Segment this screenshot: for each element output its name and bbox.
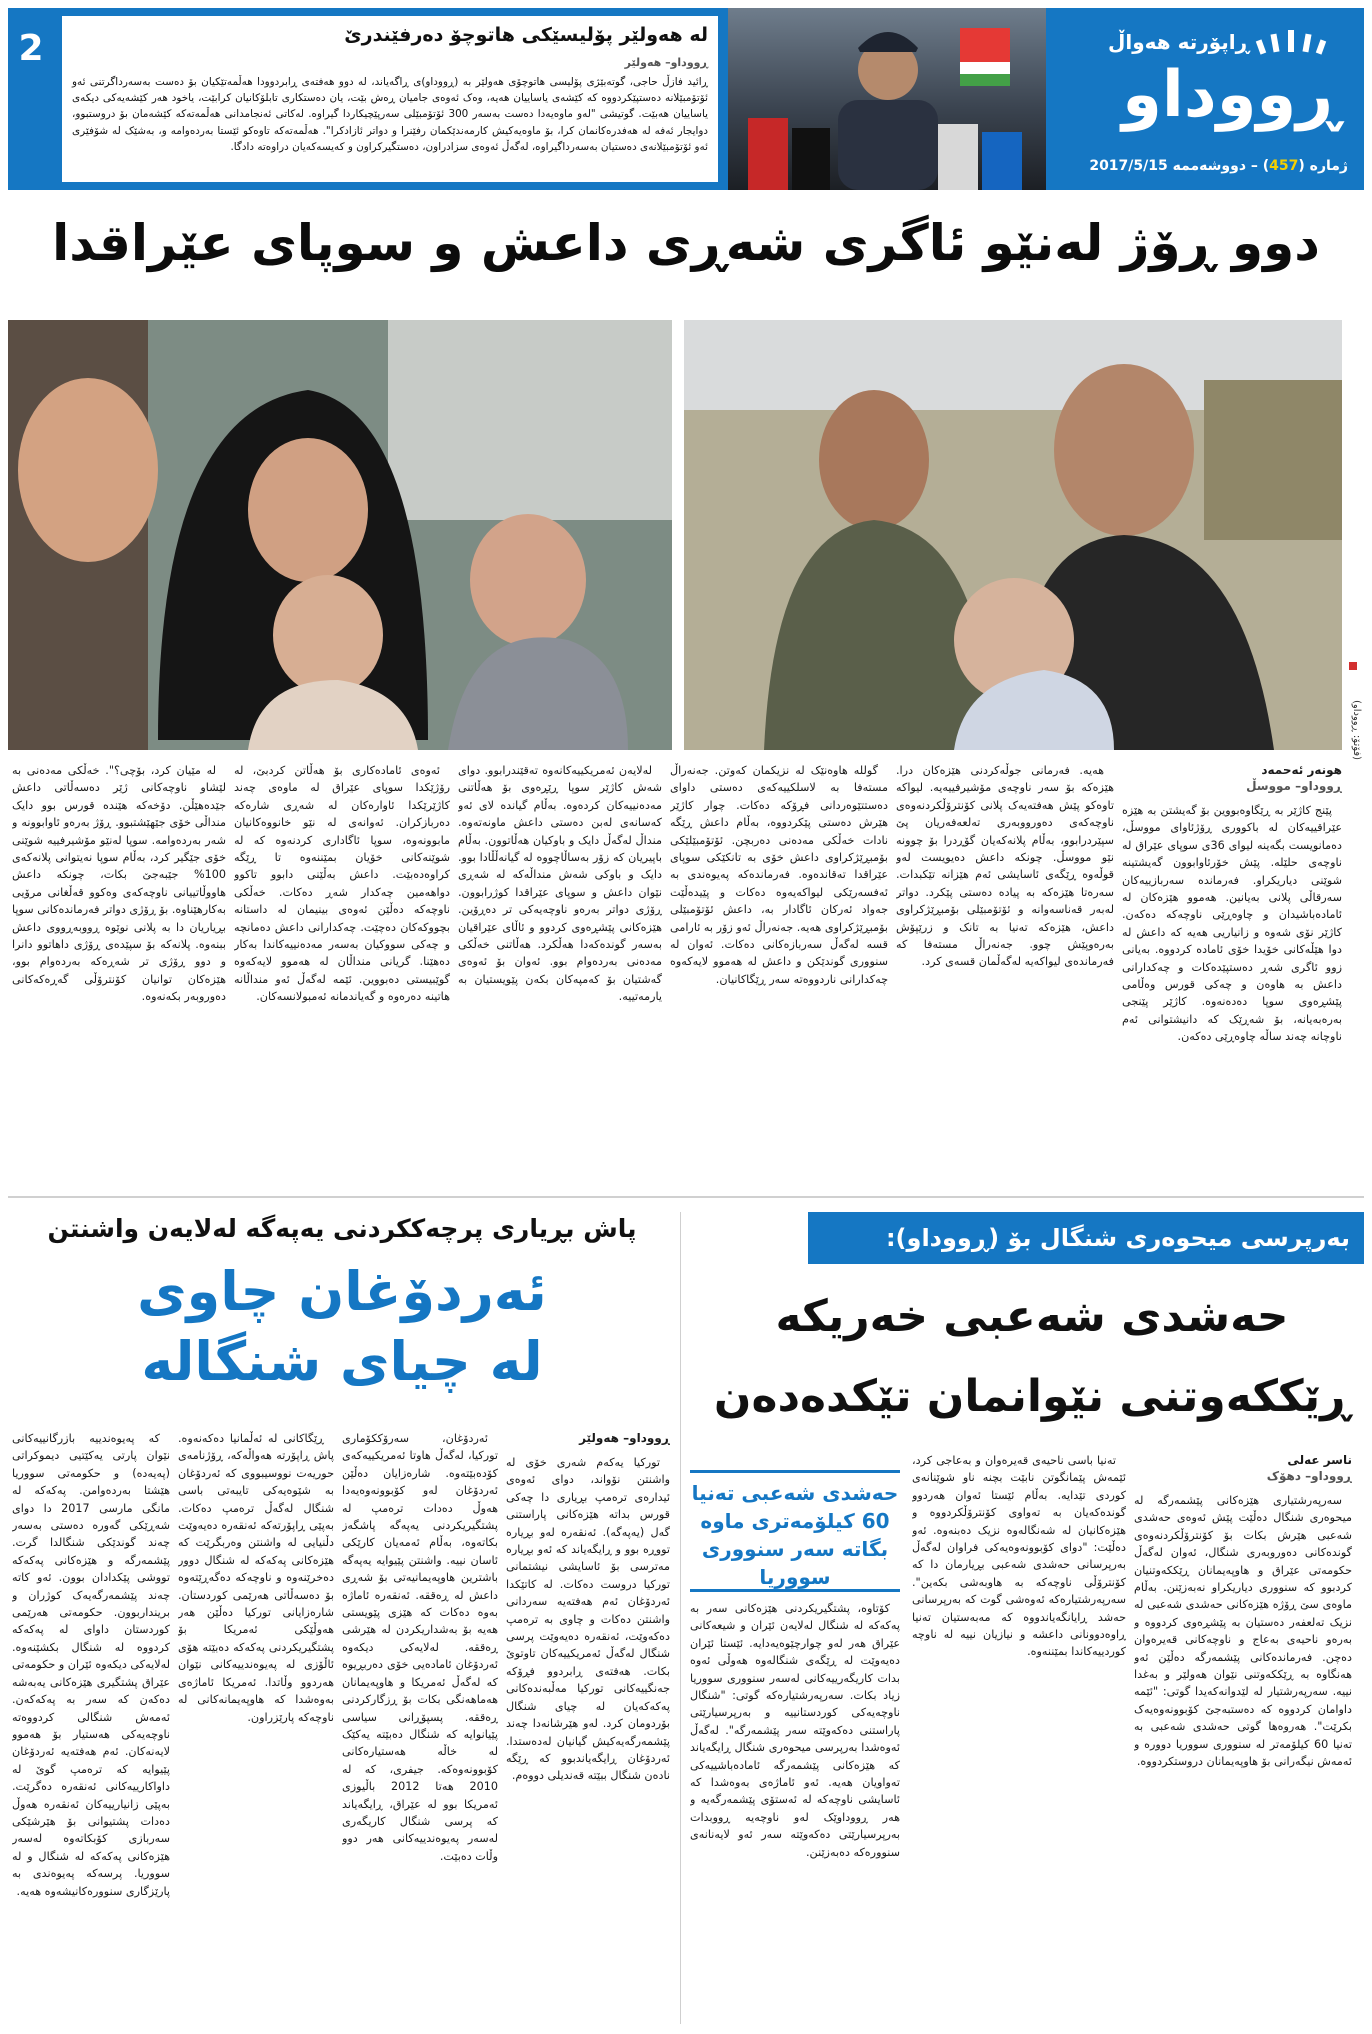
sinjar-pullquote — [690, 1470, 900, 1592]
logo-text: ڕووداو — [1122, 58, 1340, 132]
photo-caption — [1346, 670, 1362, 760]
press-conference-photo — [728, 8, 1046, 190]
column-separator — [680, 1212, 681, 2024]
main-story-paragraph: هەیە. فەرمانی جوڵەکردنی هێزەکان درا. هێزەکە بۆ سەر ناوچەی مۆشیرفییەیە. لیواکە تاوەکو پێش هەفتەیەک پلانی کۆنترۆڵکردنەوەی ناوچەکەی دەورووبەری تەلعەفەریان پێ سپێردرابوو، بەڵام پلانەکەیان گۆڕدرا بۆ چوونە نێو مووسڵ. چونکە داعش دەیویست لەو قوڵەوە ڕێگەی ئاسایشی ئەم هێزانە تێکبدات. سەرەتا هێزەکە بە پیادە دەستی پێکرد. دواتر لەبەر قەناسەوانە و ئۆتۆمبێلی بۆمبڕێژکراوی داعش، هێزەکە تەنیا بە تانک و زرێپۆش بەرەوپێش چوو. جەنەراڵ مستەفا کە فەرماندەی لیواکەیە لەگەڵمان قسەی کرد. — [896, 764, 1114, 969]
erdogan-paragraph: ڕێگاکانی لە ئەڵمانیا دەکەنەوە. پاش ڕاپۆرتە هەواڵەکە، ڕۆژنامەی حوریەت نووسیبووی کە ئەردۆغان بە شێوەیەکی تایبەتی باسی شنگال لەگەڵ ترەمپ دەکات. بەپێی ڕاپۆرتەکە ئەنقەرە دەیەوێت دڵنیایی لە واشنتن وەربگرێت کە هێزەکانی پەکەکە لە شنگال دوور دەخرێنەوە و ناوچەکە دەگەڕێتەوە بۆ دەسەڵاتی هەرێمی کوردستان. شارەزایانی تورکیا دەڵێن هەر هەوڵێکی ئەمریکا بۆ پشتگیریکردنی پەکەکە دەبێتە هۆی ئاڵۆزی لە پەیوەندییەکانی نێوان هەردوو وڵاتدا. ئەمریکا ئاماژەی بەوەشدا کە هاوپەیمانەکانی لە ناوچەکە پارێزراون. — [178, 1432, 334, 1724]
top-story — [62, 16, 718, 182]
sinjar-headline-1: حەشدی شەعبی خەریکە — [775, 1291, 1289, 1342]
sinjar-byline-city: ڕووداو– دهۆک — [1266, 1469, 1352, 1483]
sinjar-byline — [1134, 1452, 1352, 1484]
erdogan-col-1 — [506, 1430, 670, 2024]
erdogan-paragraph: ئەردۆغان، سەرۆککۆماری تورکیا، لەگەڵ هاوتا ئەمریکییەکەی کۆدەبێتەوە. شارەزایان دەڵێن ئەردۆغان لەو کۆبوونەوەیەدا هەوڵ دەدات ترەمپ لە پشتگیریکردنی یەپەگە پاشگەز بکاتەوە، بەڵام ئەمەیان کارێکی ئاسان نییە. واشنتن پێیوایە یەپەگە باشترین هاوپەیمانیەتی بۆ شەڕی داعش لە ڕەققە. ئەنقەرە ئاماژە بەوە دەکات کە هێزی پێویستی هەیە بۆ بەشداریکردن لە هێرشی ڕەققە. لەلایەکی دیکەوە ئەردۆغان ئامادەیی خۆی دەربڕیوە کە لەگەڵ ئەمریکا و هاوپەیمانان هەماهەنگی بکات بۆ ڕزگارکردنی ڕەققە. پسپۆڕانی سیاسی پێیانوایە کە شنگال دەبێتە یەکێک لە خاڵە هەستیارەکانی کۆبوونەوەکە. جیفری، کە لە 2010 هەتا 2012 باڵیوزی ئەمریکا بوو لە عێراق، ڕایگەیاند کە پرسی شنگال کاریگەری لەسەر پەیوەندییەکانی هەر دوو وڵات دەبێت. — [342, 1432, 498, 1863]
section-title: ڕاپۆرتە هەواڵ — [1108, 30, 1250, 54]
top-story-byline: ڕووداو– هەولێر — [624, 56, 708, 69]
erdogan-kicker: پاش بڕیاری پرچەککردنی یەپەگە لەلایەن واشنتن — [47, 1214, 637, 1243]
photo-caption-text: (فۆتۆ: ڕووداو) — [1351, 699, 1362, 760]
main-byline-city: ڕووداو– مووسڵ — [1246, 779, 1342, 793]
sinjar-paragraph: کۆتاوە، پشتگیریکردنی هێزەکانی سەر بە پەکەکە لە شنگال لەلایەن ئێران و شیعەکانی عێراق هەر لەو چوارچێوەیەدایە. ئێستا ئێران دەیەوێت لە ڕێگەی شنگالەوە هەوڵی ئەوە بدات کاریگەرییەکانی لەسەر سنووری سووریا زیاد بکات. سەرپەرشتیارەکە گوتی: "شنگال ناوچەیەکی کوردستانییە و بەرپرسیارێتی پاراستنی دەکەوێتە سەر پێشمەرگە". لەگەڵ ئەوەشدا بەرپرسی میحوەری شنگال ڕایگەیاند کە هێزەکانی پێشمەرگە ئامادەباشییەکی تەواویان هەیە. ئەو ئاماژەی بەوەشدا کە ئاسایشی ناوچەکە لە ئەستۆی پێشمەرگەیە و هەر ڕووداوێک لەو ناوچەیە ڕووبدات بەرپرسیارێتی دەکەوێتە سەر ئەو لایەنانەی سنوورەکە دەبەزێنن. — [690, 1602, 900, 1859]
photo-soldier-child — [684, 320, 1342, 750]
masthead — [8, 8, 1364, 190]
main-story-paragraph: ئەوەی ئامادەکاری بۆ هەڵاتن کردبێ، لە رۆژێکدا سوپای عێراق لە ماوەی چەند کاژێرێکدا ئاوارەکان لە شەڕی شارەکە دەربازکران. ئەوانەی لە نێو خانووەکانیان مابوونەوە، سوپا ئاگاداری کردنەوە کە لە شوێنەکانی خۆیان بمێننەوە تا ڕێگە کراوەدەبێت. داعش بەڵێنی دابوو تاکوو دواهەمین چەکدار شەڕ دەکات. خەڵکی ناوچەکە دەڵێن ئەوەی بینیمان لە داستانە بچووکەکان دەچێت. چەکدارانی داعش دەمانچە و چەکی سووکیان بەسەر مەدەنییەکاندا بەکار دەهێنا. گریانی منداڵان لە هەموو لایەکەوە گوێبیستی دەبووین. ئێمە لەگەڵ ئەو منداڵانە هاتینە دەرەوە و گەیاندمانە ئەمبولانسەکان. — [234, 764, 450, 1004]
sinjar-left-col-1 — [1134, 1452, 1352, 2024]
page-number-tab — [8, 16, 54, 82]
sinjar-headline-2: ڕێککەوتنی نێوانمان تێکدەدەن — [713, 1371, 1351, 1422]
sinjar-byline-name: ناسر عەلی — [1287, 1453, 1352, 1467]
main-story-paragraph: لە مێیان کرد، بۆچی؟". خەڵکی مەدەنی بە لێشاو ناوچەکانی ژێر دەسەڵاتی داعش جێدەهێڵن. دۆخەکە هێندە قورس بوو دایک منداڵی خۆی جێهێشتبوو. ڕۆژ بەرەو ئاوابوونە و شەر بەردەوامە. سوپا لەنێو مۆشیرفییە شوێنی خۆی جێگیر کرد، بەڵام سوپا نەیتوانی پلانەکەی 100% جێبەجێ بکات، چونکە داعش هاووڵاتییانی ناوچەکەی وەکوو قەڵغانی مرۆیی بەکارهێناوە. بۆ ڕۆژی دواتر فەرماندەکانی سوپا بڕیاریان دا بە پلانی نوێوە ڕووبەڕووی داعش ببنەوە. پلانەکە بۆ سپێدەی ڕۆژی داهاتوو دانرا و دوو ڕۆژی تر شەڕەکە بەردەوام بوو، هێزەکان توانیان کۆنترۆڵی گەڕەکەکانی دەوروبەر بکەنەوە. — [12, 764, 226, 1004]
issue-label: ژمارە ( — [1298, 158, 1348, 174]
issue-date: – دووشەممە 2017/5/15 — [1089, 158, 1258, 174]
section-divider — [8, 1196, 1364, 1198]
erdogan-byline: ڕووداو– هەولێر — [579, 1431, 670, 1445]
page-number: 2 — [18, 28, 44, 69]
main-story-paragraph: گوللە هاوەنێک لە نزیکمان کەوتن. جەنەراڵ مستەفا بە لاسلکییەکەی دەستی داوای دەستتێوەردانی فڕۆکە دەکات. چوار کاژێر هێرش دەستی پێکردووە، بەڵام داعش ڕێگە نادات خەڵکی مەدەنی دەربچن. ئۆتۆمبێلێکی بۆمبڕێژکراوی داعش خۆی بە تانکێکی سوپای عێراقدا تەقاندەوە. فەرماندەکە پەیوەندی بە ئەفسەرێکی لیواکەیەوە دەکات و پێیدەڵێت جەواد ئەرکان ئاگادار بە، داعش ئۆتۆمبێلی بۆمبڕێژکراوی هەیە. جەنەراڵ ئەو زۆر بە ئارامی قسە لەگەڵ سەربازەکانی دەکات. ئەوان لە سنووری گوندێکن و داعش لە هەموو لایەکەوە چەکدارانی ناردووەتە سەر ڕێگاکانیان. — [670, 764, 888, 986]
caption-marker-icon — [1349, 662, 1357, 670]
issue-close: ) — [1262, 158, 1270, 174]
main-story-col-3 — [670, 762, 888, 1188]
sinjar-kicker: بەرپرسی میحوەری شنگال بۆ (ڕووداو): — [885, 1224, 1350, 1252]
erdogan-col-3 — [178, 1430, 334, 2024]
photo-women-children — [8, 320, 672, 750]
main-story-col-4 — [458, 762, 662, 1188]
issue-number: 457 — [1269, 158, 1299, 174]
erdogan-paragraph: تورکیا یەکەم شەری خۆی لە واشنتن نۆواند، دوای ئەوەی ئیدارەی ترەمپ بڕیاری دا چەکی قورس بداتە هێزەکانی پاراستنی گەل (یەپەگە). ئەنقەرە لەو بڕیارە تووڕە بوو و ڕایگەیاند کە ئەو بڕیارە مەترسی بۆ ئاسایشی نیشتمانی تورکیا دروست دەکات. لە کاتێکدا ئەردۆغان ئەم هەفتەیە سەردانی واشنتن دەکات و چاوی بە ترەمپ دەکەوێت، ئەنقەرە دەیەوێت پرسی شنگال لەگەڵ ئەمریکییەکان تاوتوێ بکات. هەفتەی ڕابردوو فڕۆکە جەنگییەکانی تورکیا مەڵبەندەکانی پەکەکەیان لە چیای شنگال بۆردومان کرد. لەو هێرشانەدا چەند پێشمەرگەیەکیش گیانیان لەدەستدا. ئەردۆغان ڕایگەیاندبوو کە ڕێگە نادەن شنگال ببێتە قەندیلی دووەم. — [506, 1456, 670, 1783]
sinjar-paragraph: تەنیا باسی ناحیەی قەیرەوان و بەعاجی کرد، ئێمەش پێمانگوتن نابێت بچنە ناو شوێنانەی کوردی تێدایە. بەڵام ئێستا ئەوان هەردوو گوندەکەیان بە تەواوی کۆنترۆڵکردووە و هێزەکانیان لە شەنگالەوە نزیک دەبنەوە. ئەو دەڵێت: "دوای کۆبوونەوەیەکی فراوان لەگەڵ بەرپرسانی حەشدی شەعبی بڕیارمان دا کە کۆنترۆڵی ناوچەکە بە هاوبەشی بکەین". سەرپەرشتیارەکە ئەوەشی گوت کە بەرپرسانی حەشد ڕایانگەیاندووە کە مەبەستیان تەنیا ڕاوەدوونانی داعشە و نیازیان نییە لە ناوچە کوردییەکاندا بمێننەوە. — [912, 1454, 1126, 1659]
main-story-col-5 — [234, 762, 450, 1188]
main-story-byline — [1122, 762, 1342, 794]
top-story-headline: لە هەولێر پۆلیسێکی هاتوچۆ دەرفێندرێ — [344, 24, 708, 46]
main-story-col-6 — [12, 762, 226, 1188]
erdogan-headline-1: ئەردۆغان چاوی — [137, 1260, 547, 1323]
erdogan-col-4 — [12, 1430, 170, 2024]
rudaw-logo — [1116, 40, 1346, 150]
erdogan-headline-2: لە چیای شنگالە — [141, 1330, 543, 1393]
main-story-col-1 — [1122, 762, 1342, 1188]
erdogan-col-2 — [342, 1430, 498, 2024]
erdogan-paragraph: کە پەیوەندییە بازرگانییەکانی نێوان پارتی یەکێتیی دیموکراتی (پەیەدە) و حکومەتی سووریا هێشتا بەردەوامن. پەکەکە لە مانگی مارسی 2017 دا دوای شەڕێکی گەورە دەستی بەسەر چەند گوندێکی شنگالدا گرت. پێشمەرگە و هێزەکانی پەکەکە تووشی پێکدادان بوون. ئەو کاتە چەند پێشمەرگەیەک کوژران و برینداربوون. حکومەتی هەرێمی کوردستان داوای لە پەکەکە کردووە لە شنگال بکشێنەوە. لەلایەکی دیکەوە ئێران و حکومەتی عێراق پشتگیری هێزەکانی یەبەشە دەکەن کە سەر بە پەکەکەن. ئەمەش شنگالی کردووەتە ناوچەیەکی هەستیار بۆ هەموو لایەنەکان. ئەم هەفتەیە ئەردۆغان پێیوایە کە ترەمپ گوێ لە داواکارییەکانی ئەنقەرە دەگرێت. بەپێی زانیارییەکان ئەنقەرە هەوڵ دەدات پشتیوانی بۆ هێرشێکی سەربازی کۆبکاتەوە لەسەر هێزەکانی پەکەکە لە شنگال و لە سووریا. پرسەکە پەیوەندی بە پارێزگاری سنوورەکانیشەوە هەیە. — [12, 1432, 170, 1898]
main-story-col-2 — [896, 762, 1114, 1188]
sinjar-pullquote-text: حەشدی شەعبی تەنیا 60 کیلۆمەتری ماوە بگاتە سەر سنووری سووریا — [691, 1481, 899, 1589]
main-story-paragraph: پێنج کاژێر بە ڕێگاوەبووین بۆ گەیشتن بە هێزە عێراقییەکان لە باکووری ڕۆژئاوای مووسڵ، دەمانویست بگەینە لیوای 36ی سوپای عێراق لە ناوچەی حلێلە. پێش خۆرئاوابوون گەیشتینە شوێنی دیاریکراو. فەرماندە سەربازییەکان سەرقاڵی پلانی بەیانین. هەموو هێزەکان لە ئامادەباشیدان و چاوەڕێی ناوچەکە دەکەن. کاژێر نۆی شەوە و زانیاریی هەیە کە داعش لە دوا هێڵەکانی خۆیدا خۆی ئامادە کردووە. بەیانی زوو ئاگری شەڕ دەستپێدەکات و چەکدارانی داعش بە هاوەن و چەکی قورس وەڵامی پێشڕەوی سوپا دەدەنەوە. کاژێر پێنجی بەرەبەیانە، بۆ شەڕێک کە دانیشتوانی ئەم ناوچانە چەند ساڵە چاوەڕێی دەکەن. — [1122, 804, 1342, 1044]
top-story-body: ڕائید فازڵ حاجی، گوتەبێژی پۆلیسی هاتوچۆی هەولێر بە (ڕووداو)ی ڕاگەیاند، لە دوو هەفتەی ڕابردوودا هەڵمەتێکیان بۆ دەست بەسەرداگرتنی ئەو ئۆتۆمبێلانە دەستپێکردووە کە کێشەی یاساییان هەیە، وەک ئەوەی جامیان ڕەش بێت، یان دەستکاری تابلۆکانیان کرابێت، یاخود هەر کێشەیەکی دیکەی یاساییان هەبێت. گوتیشی "لەو ماوەیەدا دەست بەسەر 300 ئۆتۆمبێلی سەرپێچیکاردا گیراوە. لەکاتی ئەنجامدانی هەڵمەتەکە کێشەمان بۆ دروستبوو، دوایجار ئەفە لە هەفدرەکانمان کرا، بۆ ماوەیەکیش کارمەندێکمان رفێنرا و دواتر ئازادکرا". هەڵمەتەکە تاوەکو ئێستا بەردەوامە و، بەشێک لە شۆفێری ئەو ئۆتۆمبێلانەی دەستیان بەسەرداگیراوە، لەگەڵ ئەوەی سزادراون، دەستگیرکراون و کەیسەکەیان دراوەتە دادگا. — [72, 76, 709, 153]
sinjar-paragraph: سەرپەرشتیاری هێزەکانی پێشمەرگە لە میحوەری شنگال دەڵێت پێش ئەوەی حەشدی شەعبی هێرش بکات بۆ کۆنترۆڵکردنەوەی گوندەکانی دەوروبەری شنگال، ئەوان لەگەڵ حکومەتی عێراق و هاوپەیمانان ڕێککەوتنیان کردبوو کە سنووری دیاریکراو نەبەزێنن. بەڵام ماوەی سێ ڕۆژە هێزەکانی حەشدی شەعبی لە نزیک تەلعفەر دەستیان بە پێشڕەوی کردووە و بەرەو ناحیەی بەعاج و ناوچەکانی قەیرەوان دەچن. فەرماندەکانی پێشمەرگە دەڵێن ئەو هەنگاوە بە ڕێککەوتنی نێوان هەولێر و بەغدا نییە. سەرپەرشتیار لە لێدوانەکەیدا گوتی: "ئێمە داوامان کردووە کە دەستبەجێ کۆبوونەوەیەک بکرێت". هەروەها گوتی حەشدی شەعبی بە تەنیا 60 کیلۆمەتر لە سنووری سووریا دوورە و ئەمەش نیگەرانی بۆ هاوپەیمانان دروستکردووە. — [1134, 1494, 1352, 1769]
sinjar-left-col-2 — [912, 1452, 1126, 2024]
main-headline: دوو ڕۆژ لەنێو ئاگری شەڕی داعش و سوپای عێراقدا — [52, 214, 1320, 272]
main-story-paragraph: لەلایەن ئەمریکییەکانەوە تەقێندرابوو. دوای شەش کاژێر سوپا ڕێڕەوی بۆ هەڵاتنی مەدەنییەکان کردەوە. بەڵام گیاندە لای ئەو کەسانەی لەبن دەستی داعش ماونەتەوە. منداڵ لەگەڵ دایک و باوکیان هەڵاتوون. بەڵام باپیریان کە زۆر بەساڵاچووە لە گیانەڵڵادا بوو. دایک و باوکی شەش منداڵەکە لە شەڕی نێوان داعش و سوپای عێراقدا کوژرابوون. ڕۆژی دواتر بەرەو ناوچەیەکی تر دەڕۆین. هێزەکانی پێشڕەوی کردوو و ئاڵای عێراقیان بەسەر گوندەکەدا هەڵکرد. هەڵاتنی خەڵکی مەدەنی بەردەوام بوو. ئەوان بۆ ئەوەی گەشتیان بۆ کەمپەکان بکەن پێویستیان بە یارمەتییە. — [458, 764, 662, 1004]
main-byline-name: هونەر ئەحمەد — [1261, 763, 1342, 777]
sinjar-left-col-3 — [690, 1600, 900, 2024]
